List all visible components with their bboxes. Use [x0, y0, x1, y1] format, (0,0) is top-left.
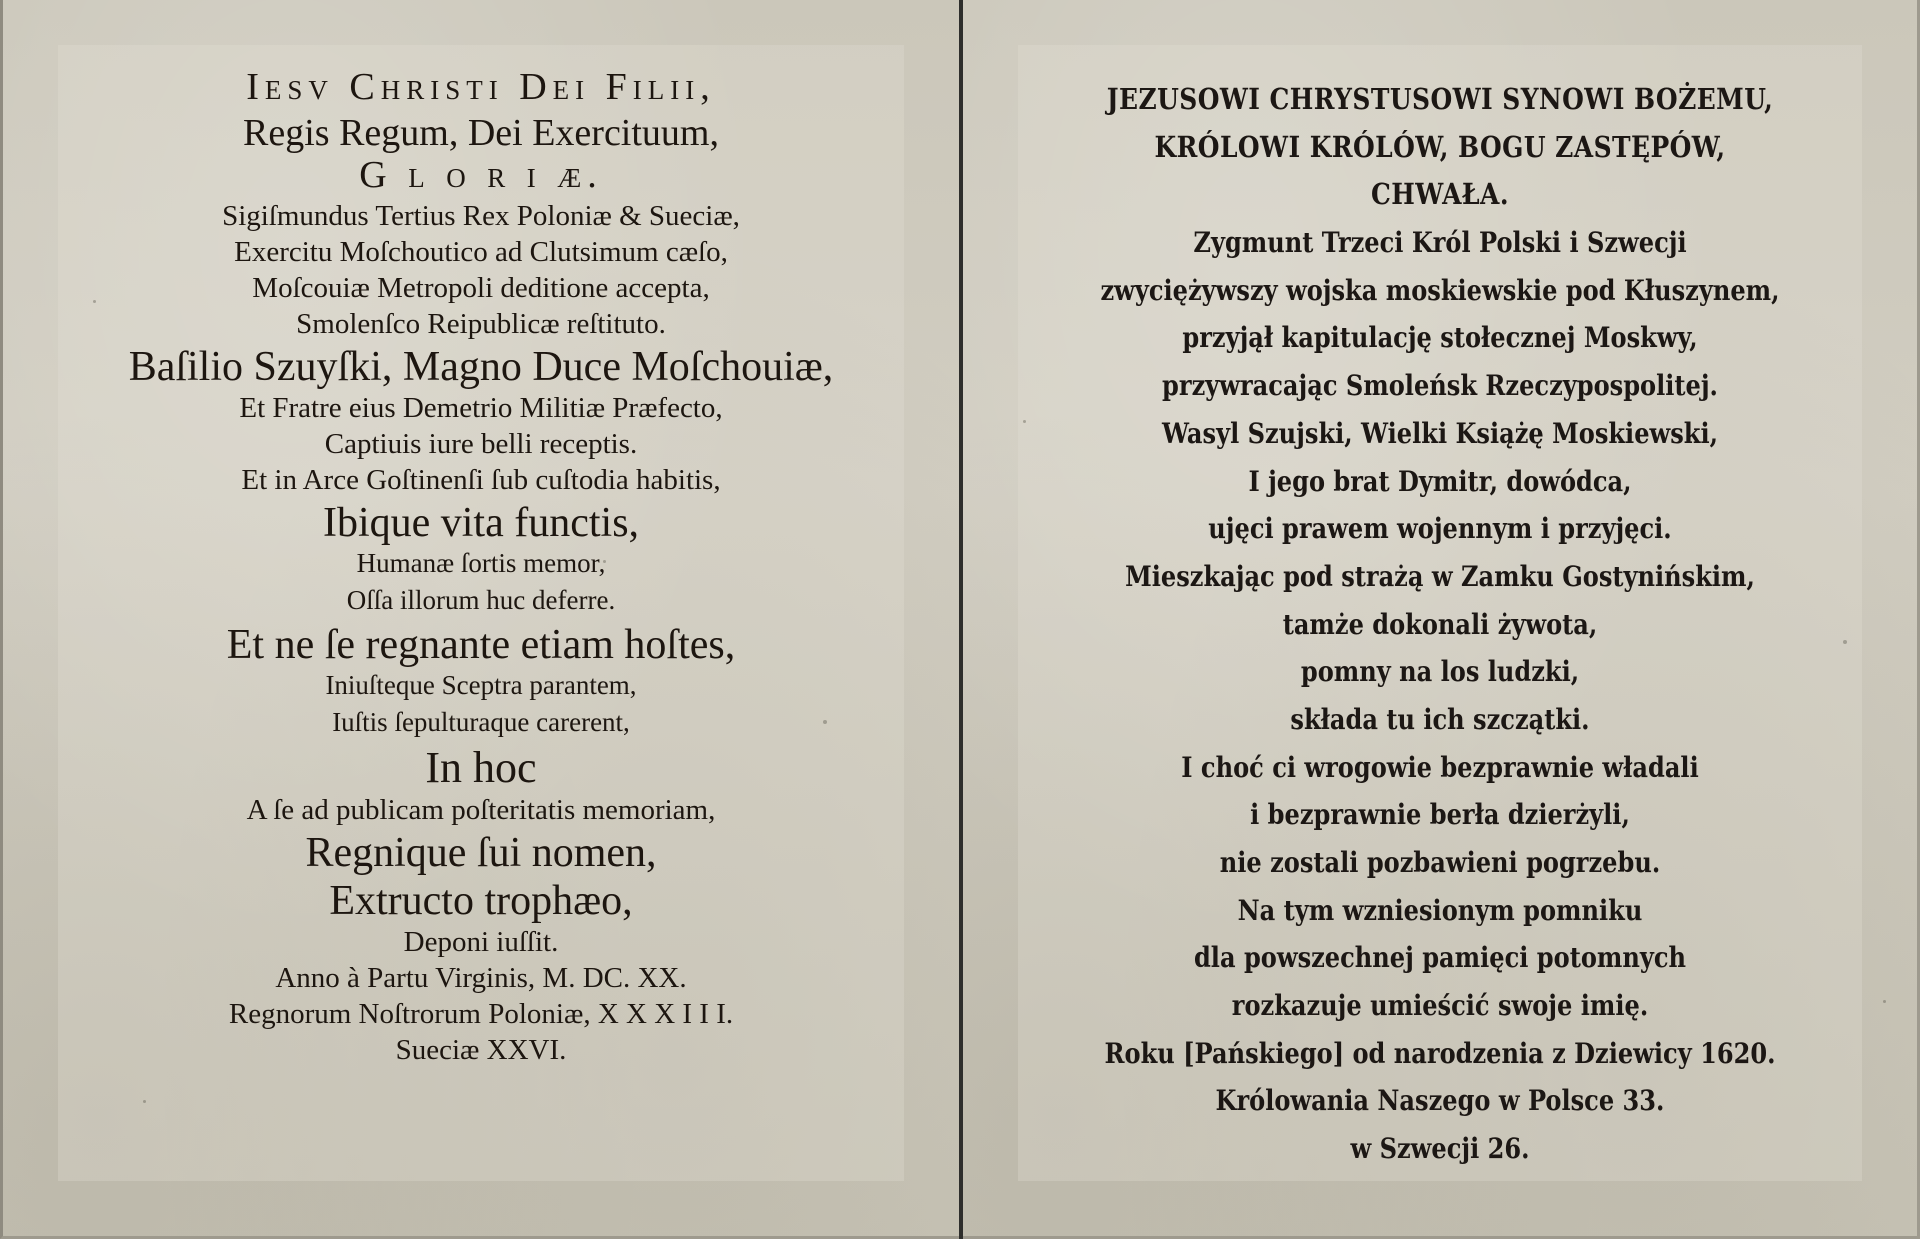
stone-speck [1023, 420, 1026, 423]
polish-text [963, 76, 1917, 1173]
polish-line: pomny na los ludzki, [1300, 655, 1580, 689]
latin-line: A ſe ad publicam poſteritatis memoriam, [246, 794, 716, 826]
stone-speck [1843, 640, 1847, 644]
latin-line: Extructo trophæo, [329, 878, 633, 924]
latin-line: Oſſa illorum huc deferre. [346, 585, 616, 615]
latin-line: G l o r i æ. [359, 154, 603, 196]
polish-line: tamże dokonali żywota, [1282, 607, 1598, 641]
latin-line: Iesv Christi Dei Filii, [246, 66, 716, 108]
stone-speck [143, 1100, 146, 1103]
latin-line: Regnique ſui nomen, [305, 830, 657, 876]
latin-line: Moſcouiæ Metropoli deditione accepta, [252, 272, 710, 304]
latin-line: Baſilio Szuyſki, Magno Duce Moſchouiæ, [128, 344, 834, 390]
polish-line: rozkazuje umieścić swoje imię. [1231, 989, 1649, 1023]
latin-line: Captiuis iure belli receptis. [324, 428, 638, 460]
polish-line: KRÓLOWI KRÓLÓW, BOGU ZASTĘPÓW, [1154, 129, 1726, 164]
latin-line: Ibique vita functis, [322, 500, 640, 546]
polish-line: przyjął kapitulację stołecznej Moskwy, [1182, 321, 1698, 355]
latin-inscription-panel [0, 0, 959, 1239]
stone-speck [1603, 380, 1606, 383]
polish-line: nie zostali pozbawieni pogrzebu. [1219, 846, 1661, 879]
latin-line: Sueciæ XXVI. [395, 1034, 567, 1066]
polish-line: I choć ci wrogowie bezprawnie władali [1181, 750, 1699, 784]
polish-line: składa tu ich szczątki. [1290, 702, 1590, 736]
polish-line: dla powszechnej pamięci potomnych [1193, 941, 1687, 975]
latin-line: Humanæ ſortis memor, [356, 548, 606, 578]
latin-line: Deponi iuſſit. [403, 926, 559, 958]
stone-speck [603, 560, 606, 563]
polish-line: Na tym wzniesionym pomniku [1237, 893, 1643, 927]
latin-line: Anno à Partu Virginis, M. DC. XX. [275, 962, 687, 994]
polish-line: Królowania Naszego w Polsce 33. [1215, 1084, 1665, 1118]
polish-line: zwyciężywszy wojska moskiewskie pod Kłuszynem, [1100, 273, 1780, 307]
latin-line: Smolenſco Reipublicæ reſtituto. [296, 308, 666, 340]
polish-line: i bezprawnie berła dzierżyli, [1250, 798, 1630, 832]
latin-line: Iuſtis ſepulturaque carerent, [332, 707, 630, 737]
stone-speck [1883, 1000, 1886, 1003]
stone-speck [823, 720, 827, 724]
polish-line: JEZUSOWI CHRYSTUSOWI SYNOWI BOŻEMU, [1106, 82, 1774, 116]
polish-line: Zygmunt Trzeci Król Polski i Szwecji [1193, 226, 1687, 260]
latin-line: Et Fratre eius Demetrio Militiæ Præfecto, [239, 392, 723, 424]
polish-line: Roku [Pańskiego] od narodzenia z Dziewicy 1620. [1104, 1036, 1776, 1070]
latin-line: Iniuſteque Sceptra parantem, [325, 670, 637, 700]
latin-line: Exercitu Moſchoutico ad Clutsimum cæſo, [234, 236, 728, 268]
latin-line: Regnorum Noſtrorum Poloniæ, X X X I I I. [228, 998, 734, 1030]
polish-line: Mieszkając pod strażą w Zamku Gostynińskim, [1125, 559, 1755, 593]
latin-line: Et in Arce Goſtinenſi ſub cuſtodia habitis, [241, 464, 721, 496]
latin-line: Regis Regum, Dei Exercituum, [243, 112, 719, 154]
latin-line: In hoc [425, 743, 537, 792]
polish-line: CHWAŁA. [1371, 177, 1509, 212]
stone-speck [93, 300, 96, 303]
latin-line: Et ne ſe regnante etiam hoſtes, [226, 622, 736, 668]
latin-line: Sigiſmundus Tertius Rex Poloniæ & Sueciæ, [222, 200, 740, 232]
polish-line: w Szwecji 26. [1350, 1132, 1530, 1166]
latin-text [3, 68, 959, 1072]
polish-line: Wasyl Szujski, Wielki Książę Moskiewski, [1161, 416, 1719, 450]
polish-line: I jego brat Dymitr, dowódca, [1248, 464, 1632, 498]
polish-line: przywracając Smoleńsk Rzeczypospolitej. [1162, 369, 1718, 403]
polish-line: ujęci prawem wojennym i przyjęci. [1208, 512, 1672, 546]
polish-translation-panel [963, 0, 1920, 1239]
